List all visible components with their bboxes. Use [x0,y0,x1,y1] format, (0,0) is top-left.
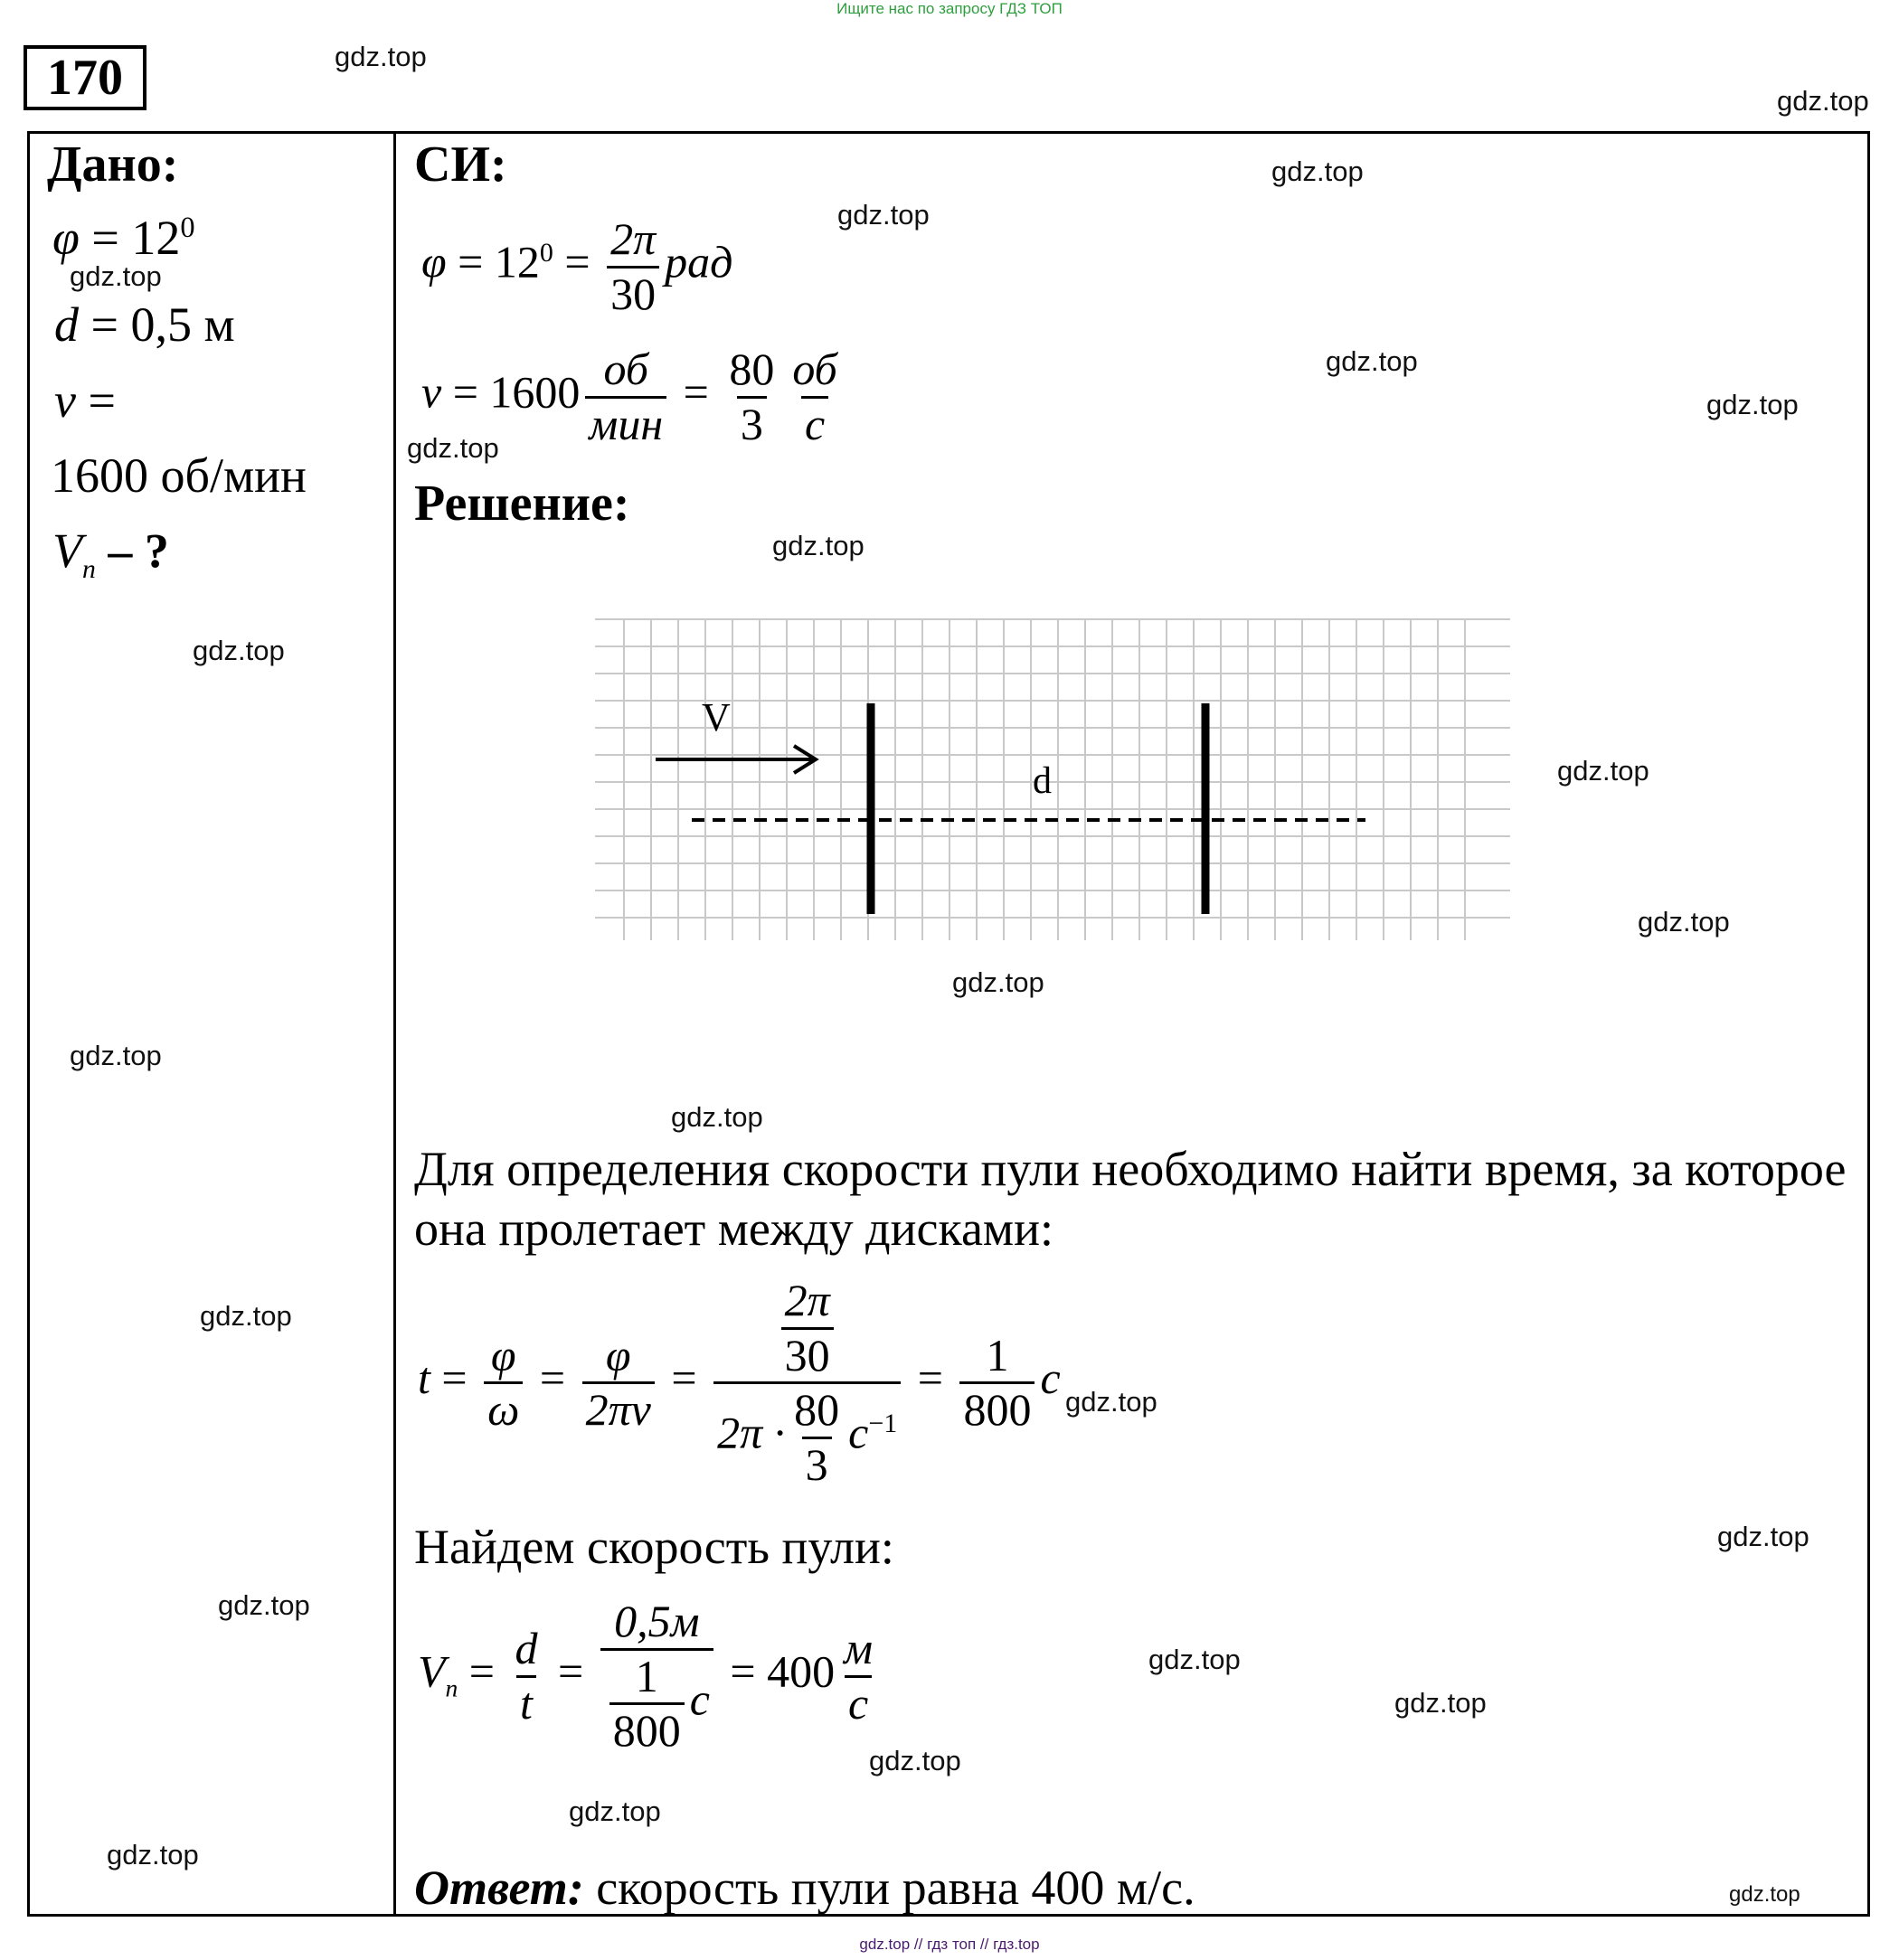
solution-frame [27,131,1870,1917]
watermark: gdz.top [335,41,427,72]
watermark: gdz.top [869,1745,961,1776]
watermark: gdz.top [1706,389,1799,420]
watermark: gdz.top [1717,1521,1809,1552]
bottom-banner: gdz.top // гдз топ // гдз.top [859,1936,1040,1953]
given-nu-value: 1600 об/мин [51,448,307,503]
watermark: gdz.top [1729,1882,1800,1907]
watermark: gdz.top [200,1300,292,1332]
watermark: gdz.top [1326,345,1418,377]
watermark: gdz.top [1394,1687,1487,1719]
given-phi: $\varphi = 12^0$ [52,211,195,265]
watermark: gdz.top [70,1040,162,1071]
watermark: gdz.top [772,530,864,561]
watermark: gdz.top [218,1589,310,1621]
solution-heading: Решение: [414,476,630,532]
watermark: gdz.top [1638,906,1730,938]
si-nu-formula: ν = 1600 $\frac{об}{\text{мин}}$ = $\frac{80}{3}$ $\frac{об}{с}$ [421,344,837,449]
watermark: gdz.top [1271,155,1364,187]
given-d: d = 0,5 м [54,297,235,352]
column-divider [393,131,396,1917]
problem-number: 170 [24,45,146,110]
solution-paragraph-2: Найдем скорость пули: [414,1520,894,1574]
watermark: gdz.top [837,199,930,231]
velocity-formula: $V_n$ = $\frac{d}{t}$ = 0,5м $\frac{1}{800}$ c = 400 $\frac{м}{с}$ [418,1596,874,1756]
solution-paragraph-1: Для определения скорости пули необходимо найти время, за которое она пролетает между дисками: [414,1142,1847,1256]
given-heading: Дано: [47,137,179,193]
watermark: gdz.top [671,1101,763,1133]
distance-label: d [1033,760,1052,802]
si-phi-formula: $\varphi = 12^0$ = $\frac{2\pi}{30}$ рад [421,213,733,319]
answer-line: Ответ: скорость пули равна 400 м/с. [414,1861,1195,1915]
top-banner: Ищите нас по запросу ГДЗ ТОП [836,0,1063,17]
grid-paper [595,619,1510,940]
disk-diagram [588,610,1519,949]
velocity-label: V [702,695,731,740]
watermark: gdz.top [1557,755,1649,787]
watermark: gdz.top [1148,1644,1241,1675]
watermark: gdz.top [107,1839,199,1870]
watermark: gdz.top [70,260,162,292]
watermark: gdz.top [1777,85,1869,117]
watermark: gdz.top [952,966,1044,998]
watermark: gdz.top [407,432,499,464]
watermark: gdz.top [569,1795,661,1827]
time-formula: t = $\frac{\varphi}{\omega}$ = $\frac{\varphi}{2\pi\nu}$ = $\frac{2\pi}{30}$ 2π · $\frac{80}{3}$ $c^{-1}$ = $\frac{1}{800}$ c [418,1275,1061,1490]
watermark: gdz.top [1065,1386,1157,1418]
si-heading: СИ: [414,137,507,193]
given-nu: ν = [54,373,116,428]
given-unknown: $V_n$ – ? [52,523,169,584]
watermark: gdz.top [193,635,285,666]
